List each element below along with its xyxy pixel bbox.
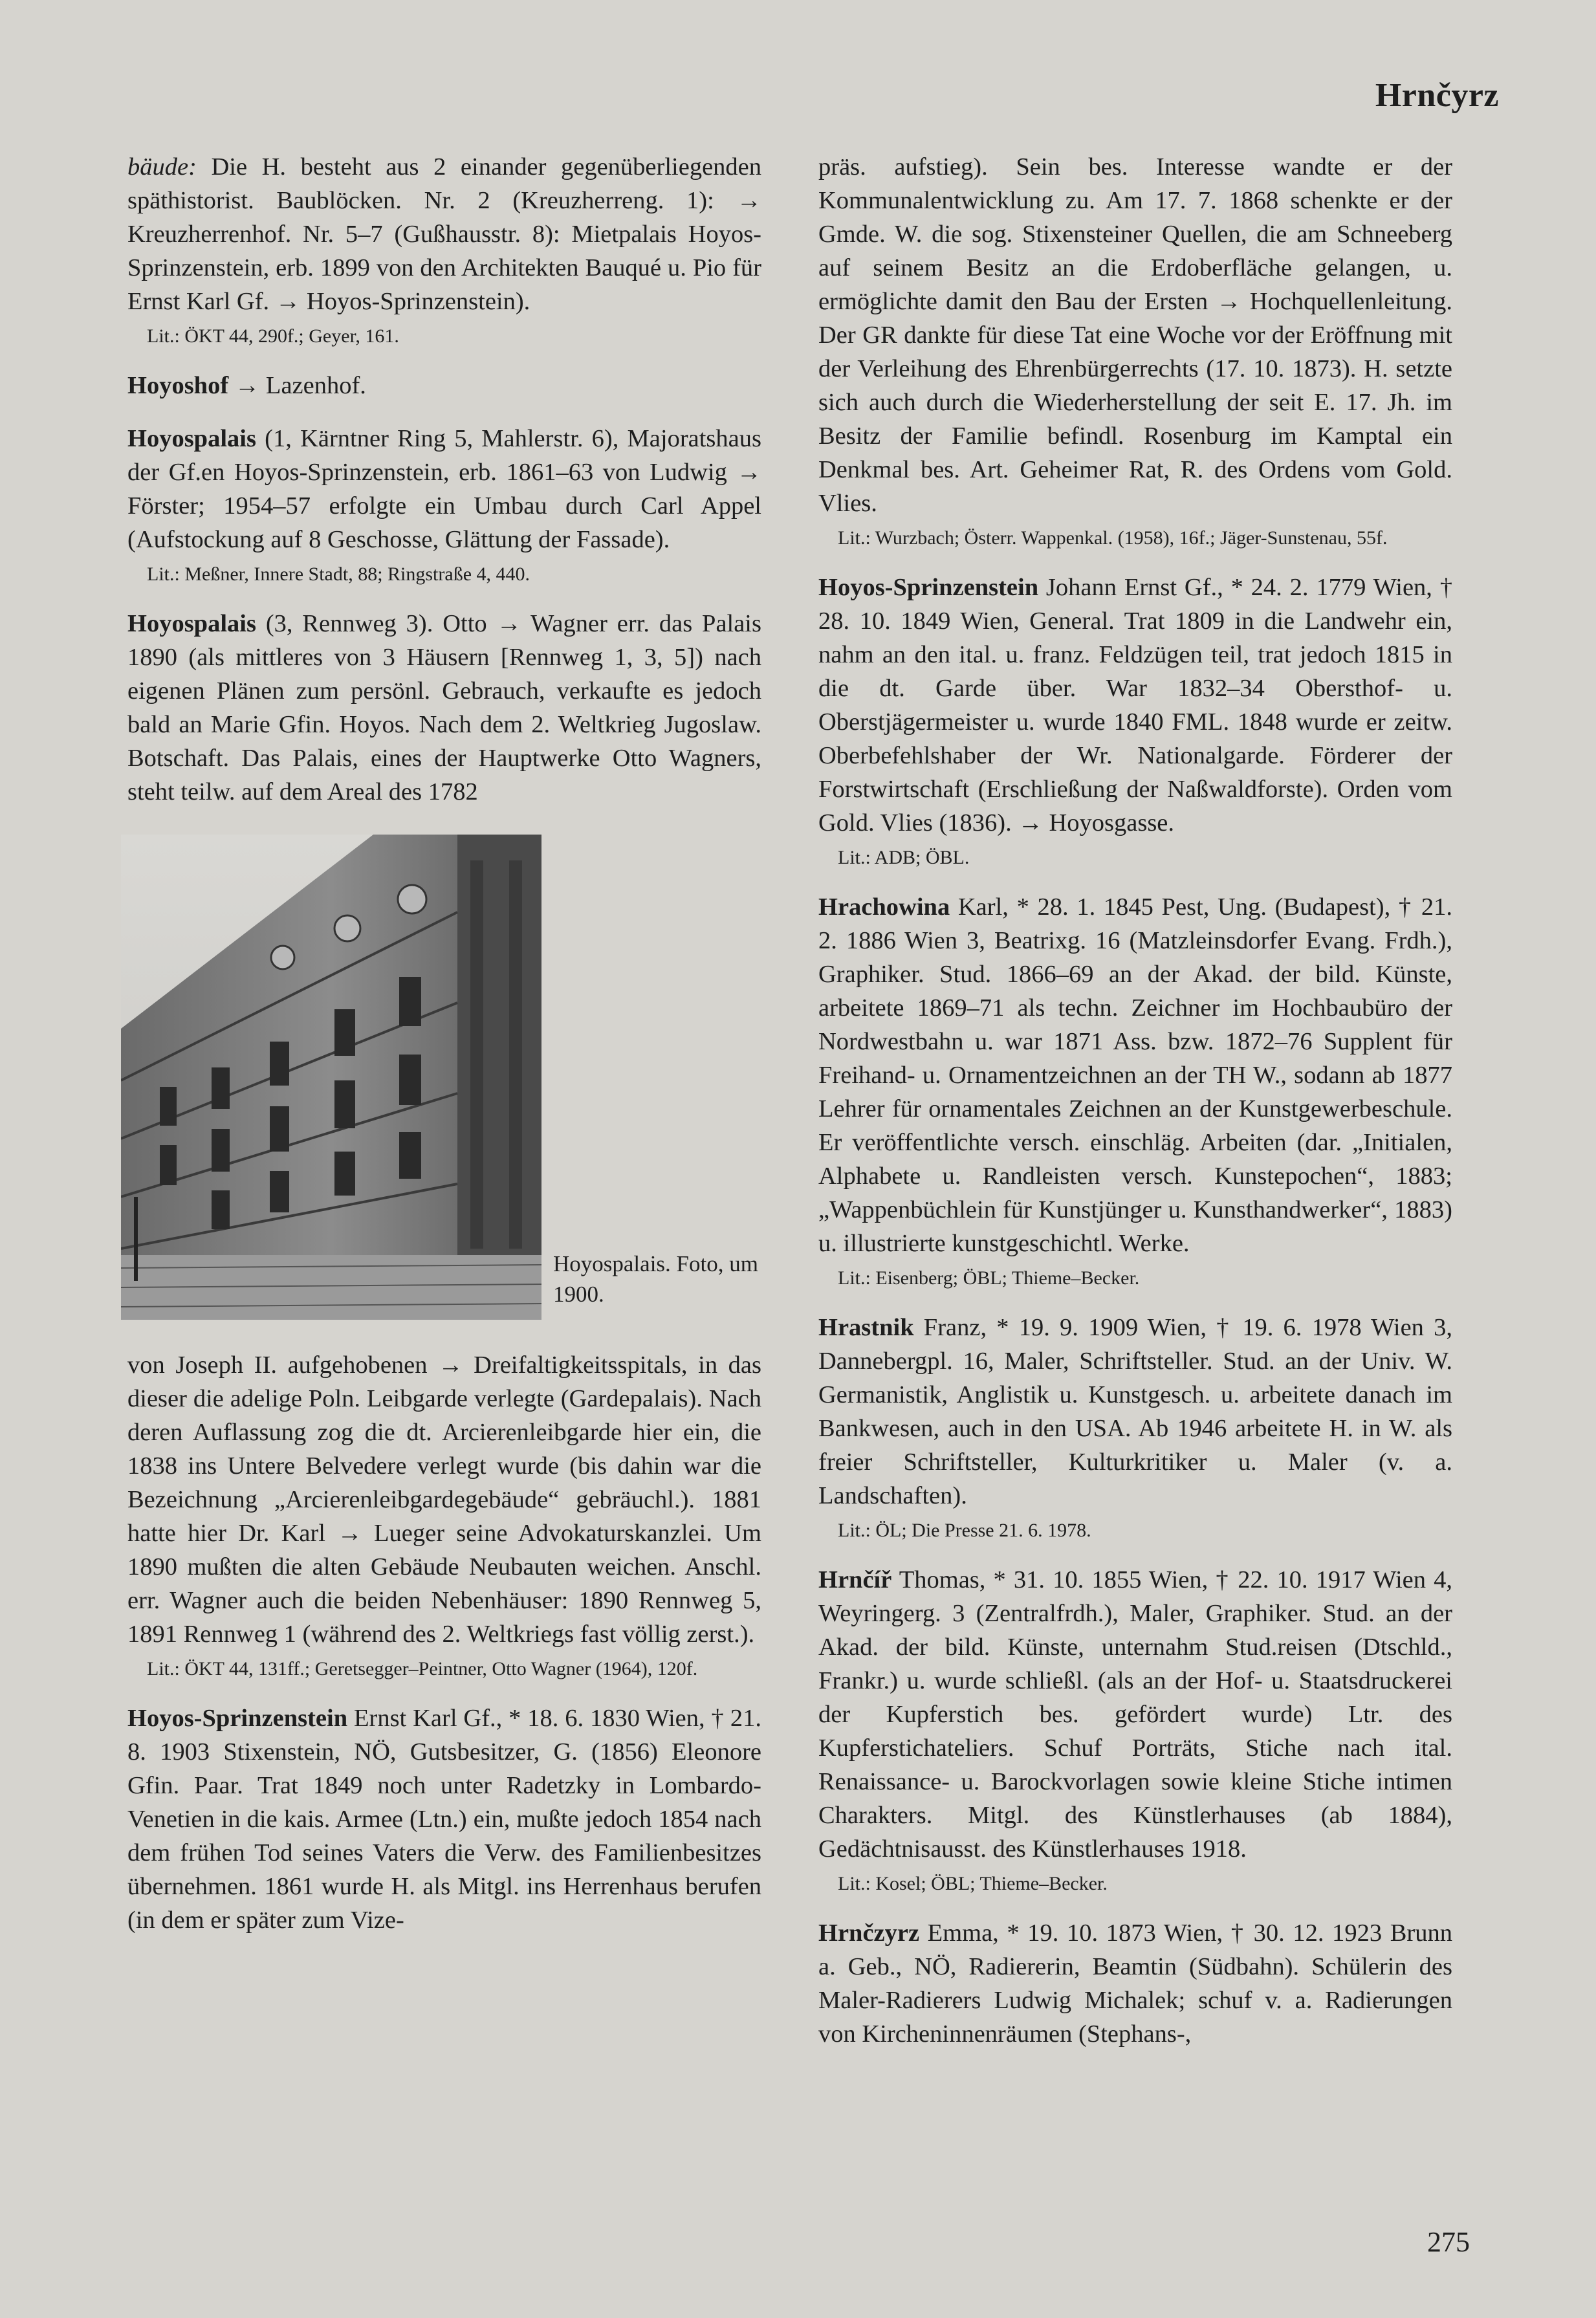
ernst-continued-text: präs. aufstieg). Sein bes. Interesse wandte er der Kommunalentwicklung zu. Am 17. 7. 1868 schenkte er der Gmde. W. die sog. Stixensteiner Quellen, die am Schneeberg auf seinem Besitz an die Erdoberfläche gelangen, u. ermöglichte damit den Bau der Ersten → Hochquellenleitung. Der GR dankte für diese Tat eine Woche vor der Eröffnung mit der Verleihung des Ehrenbürgerrechts (17. 10. 1873). H. setzte sich auch durch die Wiederherstellung der seit E. 17. Jh. im Besitz der Familie befindl. Rosenburg im Kamptal ein Denkmal bes. Art. Geheimer Rat, R. des Ordens vom Gold. Vlies. — [818, 153, 1452, 517]
entry-hoyospalais-3-continued — [127, 1348, 761, 1682]
right-column — [818, 150, 1452, 2070]
entry-intro-continuation — [127, 150, 761, 349]
hoyospalais-3-literature: Lit.: ÖKT 44, 131ff.; Geretsegger–Peintner, Otto Wagner (1964), 120f. — [147, 1658, 698, 1679]
hoyospalais-1-text: (1, Kärntner Ring 5, Mahlerstr. 6), Majoratshaus der Gf.en Hoyos-Sprinzenstein, erb. 1861–63 von Ludwig → Förster; 1954–57 erfolgte ein Umbau durch Carl Appel (Aufstockung auf 8 Geschosse, Glättung der Fassade). — [127, 425, 761, 553]
headword-hoyospalais-1: Hoyospalais — [127, 425, 256, 452]
building-photo — [121, 835, 541, 1320]
headword-johann: Hoyos-Sprinzenstein — [818, 574, 1039, 601]
hoyospalais-3-text-a: (3, Rennweg 3). Otto → Wagner err. das Palais 1890 (als mittleres von 3 Häusern [Rennweg 1, 3, 5]) nach eigenen Plänen zum persönl. Gebrauch, verkaufte es jedoch bald an Marie Gfin. Hoyos. Nach dem 2. Weltkrieg Jugoslaw. Botschaft. Das Palais, eines der Hauptwerke Otto Wagners, steht teilw. auf dem Areal des 1782 — [127, 610, 761, 805]
headword-hrncir: Hrnčíř — [818, 1566, 892, 1593]
hrastnik-literature: Lit.: ÖL; Die Presse 21. 6. 1978. — [838, 1520, 1091, 1541]
hoyospalais-3-text-b: von Joseph II. aufgehobenen → Dreifaltigkeitsspitals, in das dieser die adelige Poln. Leibgarde verlegte (Gardepalais). Nach deren Auflassung zog die dt. Arcierenleibgarde hier ein, die 1838 ins Untere Belvedere verlegt wurde (bis dahin war die Bezeichnung „Arcierenleibgardegebäude“ gebräuchl.). 1881 hatte hier Dr. Karl → Lueger seine Advokaturskanzlei. Um 1890 mußten die alten Gebäude Neubauten weichen. Anschl. err. Wagner auch die beiden Nebenhäuser: 1890 Rennweg 5, 1891 Rennweg 1 (während des 2. Weltkriegs fast völlig zerst.). — [127, 1351, 761, 1648]
figure-caption: Hoyospalais. Foto, um 1900. — [553, 1251, 758, 1307]
hrnczyrz-text: Emma, * 19. 10. 1873 Wien, † 30. 12. 1923 Brunn a. Geb., NÖ, Radiererin, Beamtin (Südbahn). Schülerin des Maler-Radierers Ludwig Michalek; schuf v. a. Radierungen von Kircheninnenräumen (Stephans-, — [818, 1919, 1452, 2048]
ernst-literature: Lit.: Wurzbach; Österr. Wappenkal. (1958), 16f.; Jäger-Sunstenau, 55f. — [838, 527, 1388, 549]
ernst-text: Ernst Karl Gf., * 18. 6. 1830 Wien, † 21. 8. 1903 Stixenstein, NÖ, Gutsbesitzer, G. (1856) Eleonore Gfin. Paar. Trat 1849 noch unter Radetzky in Lombardo-Venetien in die kais. Armee (Ltn.) ein, mußte jedoch 1854 nach dem frühen Tod seines Vaters die Verw. des Familienbesitzes übernehmen. 1861 wurde H. als Mitgl. ins Herrenhaus berufen (in dem er später zum Vize- — [127, 1705, 761, 1934]
running-header: Hrnčyrz — [1375, 77, 1499, 114]
entry-hoyoshof — [127, 369, 761, 402]
hrncir-literature: Lit.: Kosel; ÖBL; Thieme–Becker. — [838, 1873, 1108, 1894]
entry-hoyospalais-1 — [127, 422, 761, 587]
entry-hrnczyrz — [818, 1916, 1452, 2051]
headword-ernst: Hoyos-Sprinzenstein — [127, 1705, 348, 1732]
intro-text: Die H. besteht aus 2 einander gegenüberliegenden späthistorist. Baublöcken. Nr. 2 (Kreuzherreng. 1): → Kreuzherrenhof. Nr. 5–7 (Gußhausstr. 8): Mietpalais Hoyos-Sprinzenstein, erb. 1899 von den Architekten Bauqué u. Pio für Ernst Karl Gf. → Hoyos-Sprinzenstein). — [127, 153, 761, 315]
entry-hrachowina — [818, 890, 1452, 1291]
johann-text: Johann Ernst Gf., * 24. 2. 1779 Wien, † 28. 10. 1849 Wien, General. Trat 1809 in die Landwehr ein, nahm an den ital. u. franz. Feldzügen teil, trat jedoch 1815 in die dt. Garde über. War 1832–34 Obersthof- u. Oberstjägermeister u. wurde 1840 FML. 1848 wurde er zeitw. Oberbefehlshaber der Wr. Nationalgarde. Förderer der Forstwirtschaft (Erschließung der Naßwaldforste). Orden vom Gold. Vlies (1836). → Hoyosgasse. — [818, 574, 1452, 836]
hrastnik-text: Franz, * 19. 9. 1909 Wien, † 19. 6. 1978 Wien 3, Dannebergpl. 16, Maler, Schriftsteller. Stud. an der Univ. W. Germanistik, Anglistik u. Kunstgesch. u. arbeitete danach im Bankwesen, auch in den USA. Ab 1946 arbeitete H. in W. als freier Schriftsteller, Kulturkritiker u. Maler (v. a. Landschaften). — [818, 1314, 1452, 1509]
hrncir-text: Thomas, * 31. 10. 1855 Wien, † 22. 10. 1917 Wien 4, Weyringerg. 3 (Zentralfrdh.), Maler, Graphiker. Stud. an der Akad. der bild. Künste, unternahm Stud.reisen (Dtschld., Frankr.) u. wurde schließl. (als an der Hof- u. Staatsdruckerei der Kupferstich bes. gefördert wurde) Ltr. des Kupferstichateliers. Schuf Porträts, Stiche nach ital. Renaissance- u. Barockvorlagen sowie kleine Stiche intimen Charakters. Mitgl. des Künstlerhauses (ab 1884), Gedächtnisausst. des Künstlerhauses 1918. — [818, 1566, 1452, 1863]
entry-hrncir — [818, 1563, 1452, 1897]
entry-hrastnik — [818, 1311, 1452, 1544]
entry-hoyos-sprinzenstein-ernst — [127, 1701, 761, 1937]
headword-hrachowina: Hrachowina — [818, 893, 950, 921]
headword-hrnczyrz: Hrnčzyrz — [818, 1919, 920, 1947]
page-number: 275 — [1427, 2226, 1470, 2258]
intro-italic: bäude: — [127, 153, 197, 180]
entry-hoyos-sprinzenstein-johann — [818, 571, 1452, 871]
intro-literature: Lit.: ÖKT 44, 290f.; Geyer, 161. — [147, 325, 399, 347]
headword-hoyospalais-3: Hoyospalais — [127, 610, 256, 637]
hrachowina-text: Karl, * 28. 1. 1845 Pest, Ung. (Budapest), † 21. 2. 1886 Wien 3, Beatrixg. 16 (Matzleinsdorfer Evang. Frdh.), Graphiker. Stud. 1866–69 an der Akad. der bild. Künste, arbeitete 1869–71 als techn. Zeichner im Hochbaubüro der Nordwestbahn u. war 1871 Ass. bzw. 1872–76 Supplent für Freihand- u. Ornamentzeichnen an der TH W., sodann ab 1877 Lehrer für ornamentales Zeichnen an der Kunstgewerbeschule. Er veröffentlichte versch. einschläg. Arbeiten (dar. „Initialen, Alphabete u. Randleisten versch. Kunstepochen“, 1883; „Wappenbüchlein für Kunstjünger u. Kunsthandwerker“, 1883) u. illustrierte kunstgeschichtl. Werke. — [818, 893, 1452, 1257]
hoyoshof-text: → Lazenhof. — [228, 372, 366, 399]
hoyospalais-1-literature: Lit.: Meßner, Innere Stadt, 88; Ringstraße 4, 440. — [147, 563, 530, 585]
headword-hrastnik: Hrastnik — [818, 1314, 914, 1341]
headword-hoyoshof: Hoyoshof — [127, 372, 229, 399]
entry-ernst-continued — [818, 150, 1452, 551]
figure-hoyospalais-photo — [127, 835, 761, 1326]
johann-literature: Lit.: ADB; ÖBL. — [838, 847, 970, 868]
entry-hoyospalais-3 — [127, 607, 761, 809]
hrachowina-literature: Lit.: Eisenberg; ÖBL; Thieme–Becker. — [838, 1267, 1140, 1289]
left-column — [127, 150, 761, 1956]
